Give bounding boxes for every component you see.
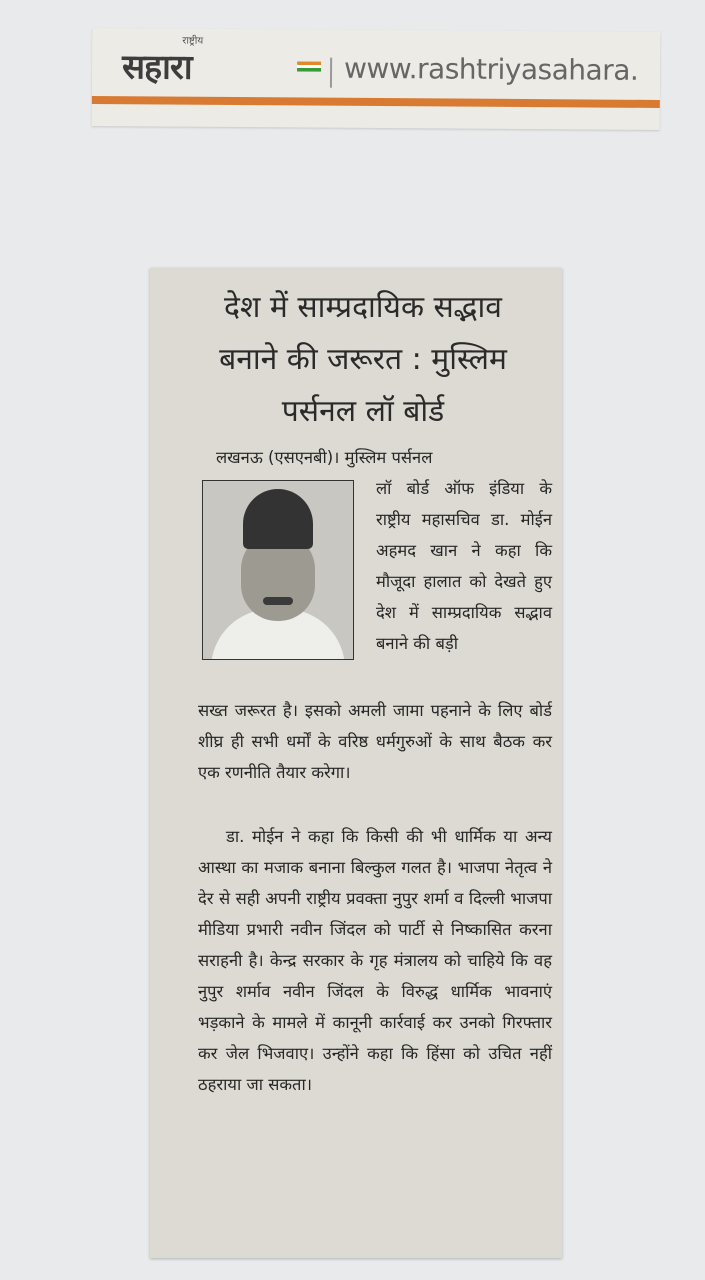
article-paragraph-1-continued: सख्त जरूरत है। इसको अमली जामा पहनाने के लिए बोर्ड शीघ्र ही सभी धर्मों के वरिष्ठ धर्मगुरुओं के साथ बैठक कर एक रणनीति तैयार करेगा। [198,701,552,782]
newspaper-logo: सहारा [121,47,192,88]
masthead-divider [330,58,332,88]
masthead-orange-stripe [92,96,660,108]
headline-line: बनाने की जरूरत : मुस्लिम [219,342,507,377]
tricolor-flag-icon [297,61,321,71]
article-headline [168,282,558,438]
newspaper-url: www.rashtriyasahara. [343,51,639,87]
article-dateline: लखनऊ (एसएनबी)। मुस्लिम पर्सनल [216,448,433,467]
headline-line: देश में साम्प्रदायिक सद्भाव [224,290,502,325]
person-photo [202,480,354,660]
masthead-small-word: राष्ट्रीय [182,35,204,47]
headline-line: पर्सनल लॉ बोर्ड [281,394,445,429]
newspaper-masthead-clipping [92,28,661,130]
article-clipping [150,268,562,1258]
article-paragraph-2: डा. मोईन ने कहा कि किसी की भी धार्मिक या अन्य आस्था का मजाक बनाना बिल्कुल गलत है। भाजपा नेतृत्व ने देर से सही अपनी राष्ट्रीय प्रवक्ता नुपुर शर्मा व दिल्ली भाजपा मीडिया प्रभारी नवीन जिंदल को पार्टी से निष्कासित करना सराहनी है। केन्द्र सरकार के गृह मंत्रालय को चाहिये कि वह नुपुर शर्माव नवीन जिंदल के विरुद्ध धार्मिक भावनाएं भड़काने के मामले में कानूनी कार्रवाई कर उनको गिरफ्तार कर जेल भिजवाए। उन्होंने कहा कि हिंसा को उचित नहीं ठहराया जा सकता। [198,827,552,1094]
article-wrap-text: लॉ बोर्ड ऑफ इंडिया के राष्ट्रीय महासचिव डा. मोईन अहमद खान ने कहा कि मौजूदा हालात को देखते हुए देश में साम्प्रदायिक सद्भाव बनाने की बड़ी [376,479,552,653]
